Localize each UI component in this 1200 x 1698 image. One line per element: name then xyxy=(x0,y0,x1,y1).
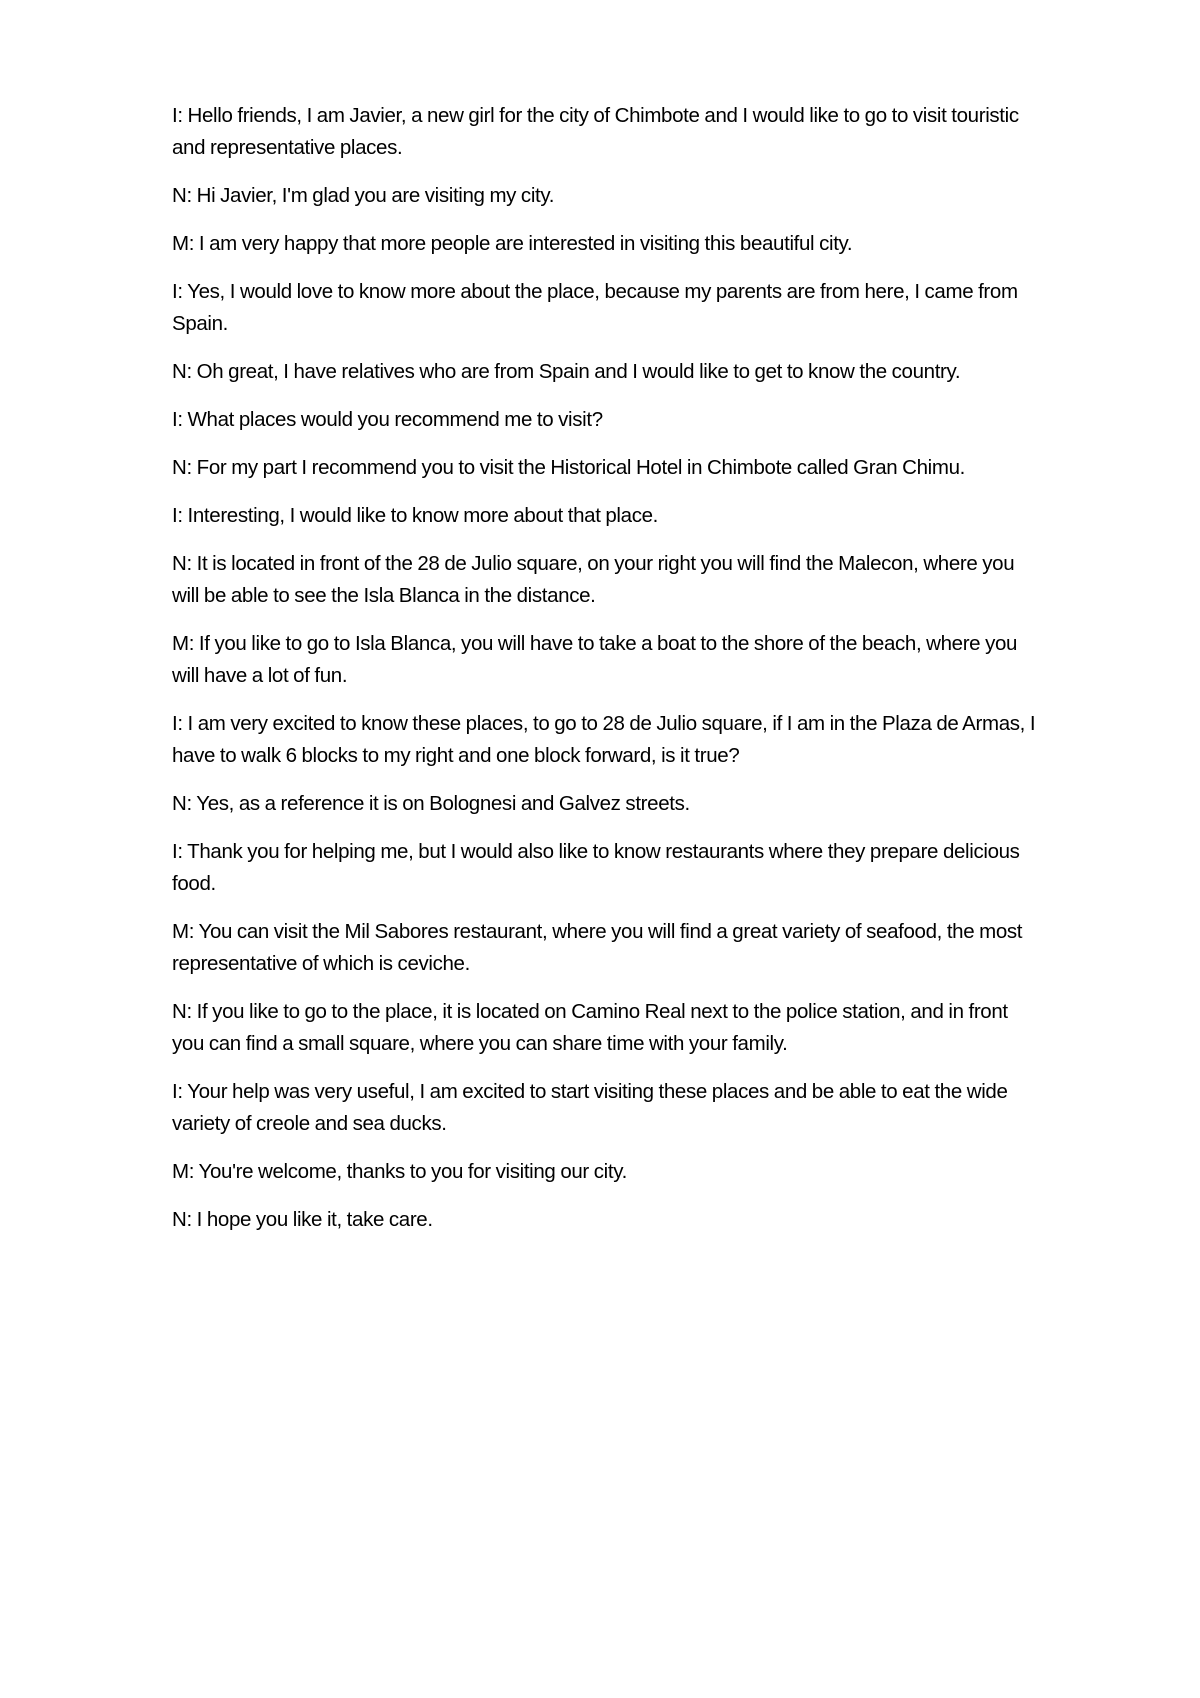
dialogue-line: N: It is located in front of the 28 de Julio square, on your right you will find the Malecon, where you will be able to see the Isla Blanca in the distance. xyxy=(172,552,1015,607)
dialogue-line: I: Yes, I would love to know more about the place, because my parents are from here, I came from Spain. xyxy=(172,280,1018,335)
dialogue-line: N: Yes, as a reference it is on Bolognesi and Galvez streets. xyxy=(172,792,690,815)
dialogue-line: I: Interesting, I would like to know more about that place. xyxy=(172,504,658,527)
dialogue-body xyxy=(172,100,1042,1252)
dialogue-line: I: Hello friends, I am Javier, a new girl for the city of Chimbote and I would like to go to visit touristic and representative places. xyxy=(172,104,1019,159)
dialogue-line: N: Hi Javier, I'm glad you are visiting my city. xyxy=(172,184,555,207)
dialogue-line: M: You're welcome, thanks to you for visiting our city. xyxy=(172,1160,627,1183)
dialogue-line: M: You can visit the Mil Sabores restaurant, where you will find a great variety of seafood, the most representative of which is ceviche. xyxy=(172,920,1023,975)
dialogue-line: M: If you like to go to Isla Blanca, you will have to take a boat to the shore of the beach, where you will have a lot of fun. xyxy=(172,632,1018,687)
dialogue-line: I: What places would you recommend me to visit? xyxy=(172,408,603,431)
dialogue-line: N: I hope you like it, take care. xyxy=(172,1208,433,1231)
dialogue-line: N: Oh great, I have relatives who are from Spain and I would like to get to know the country. xyxy=(172,360,961,383)
dialogue-line: N: If you like to go to the place, it is located on Camino Real next to the police station, and in front you can find a small square, where you can share time with your family. xyxy=(172,1000,1008,1055)
dialogue-line: I: Your help was very useful, I am excited to start visiting these places and be able to eat the wide variety of creole and sea ducks. xyxy=(172,1080,1008,1135)
dialogue-line: I: Thank you for helping me, but I would also like to know restaurants where they prepare delicious food. xyxy=(172,840,1020,895)
dialogue-line: M: I am very happy that more people are interested in visiting this beautiful city. xyxy=(172,232,853,255)
dialogue-line: I: I am very excited to know these places, to go to 28 de Julio square, if I am in the Plaza de Armas, I have to walk 6 blocks to my right and one block forward, is it true? xyxy=(172,712,1036,767)
dialogue-line: N: For my part I recommend you to visit the Historical Hotel in Chimbote called Gran Chimu. xyxy=(172,456,965,479)
